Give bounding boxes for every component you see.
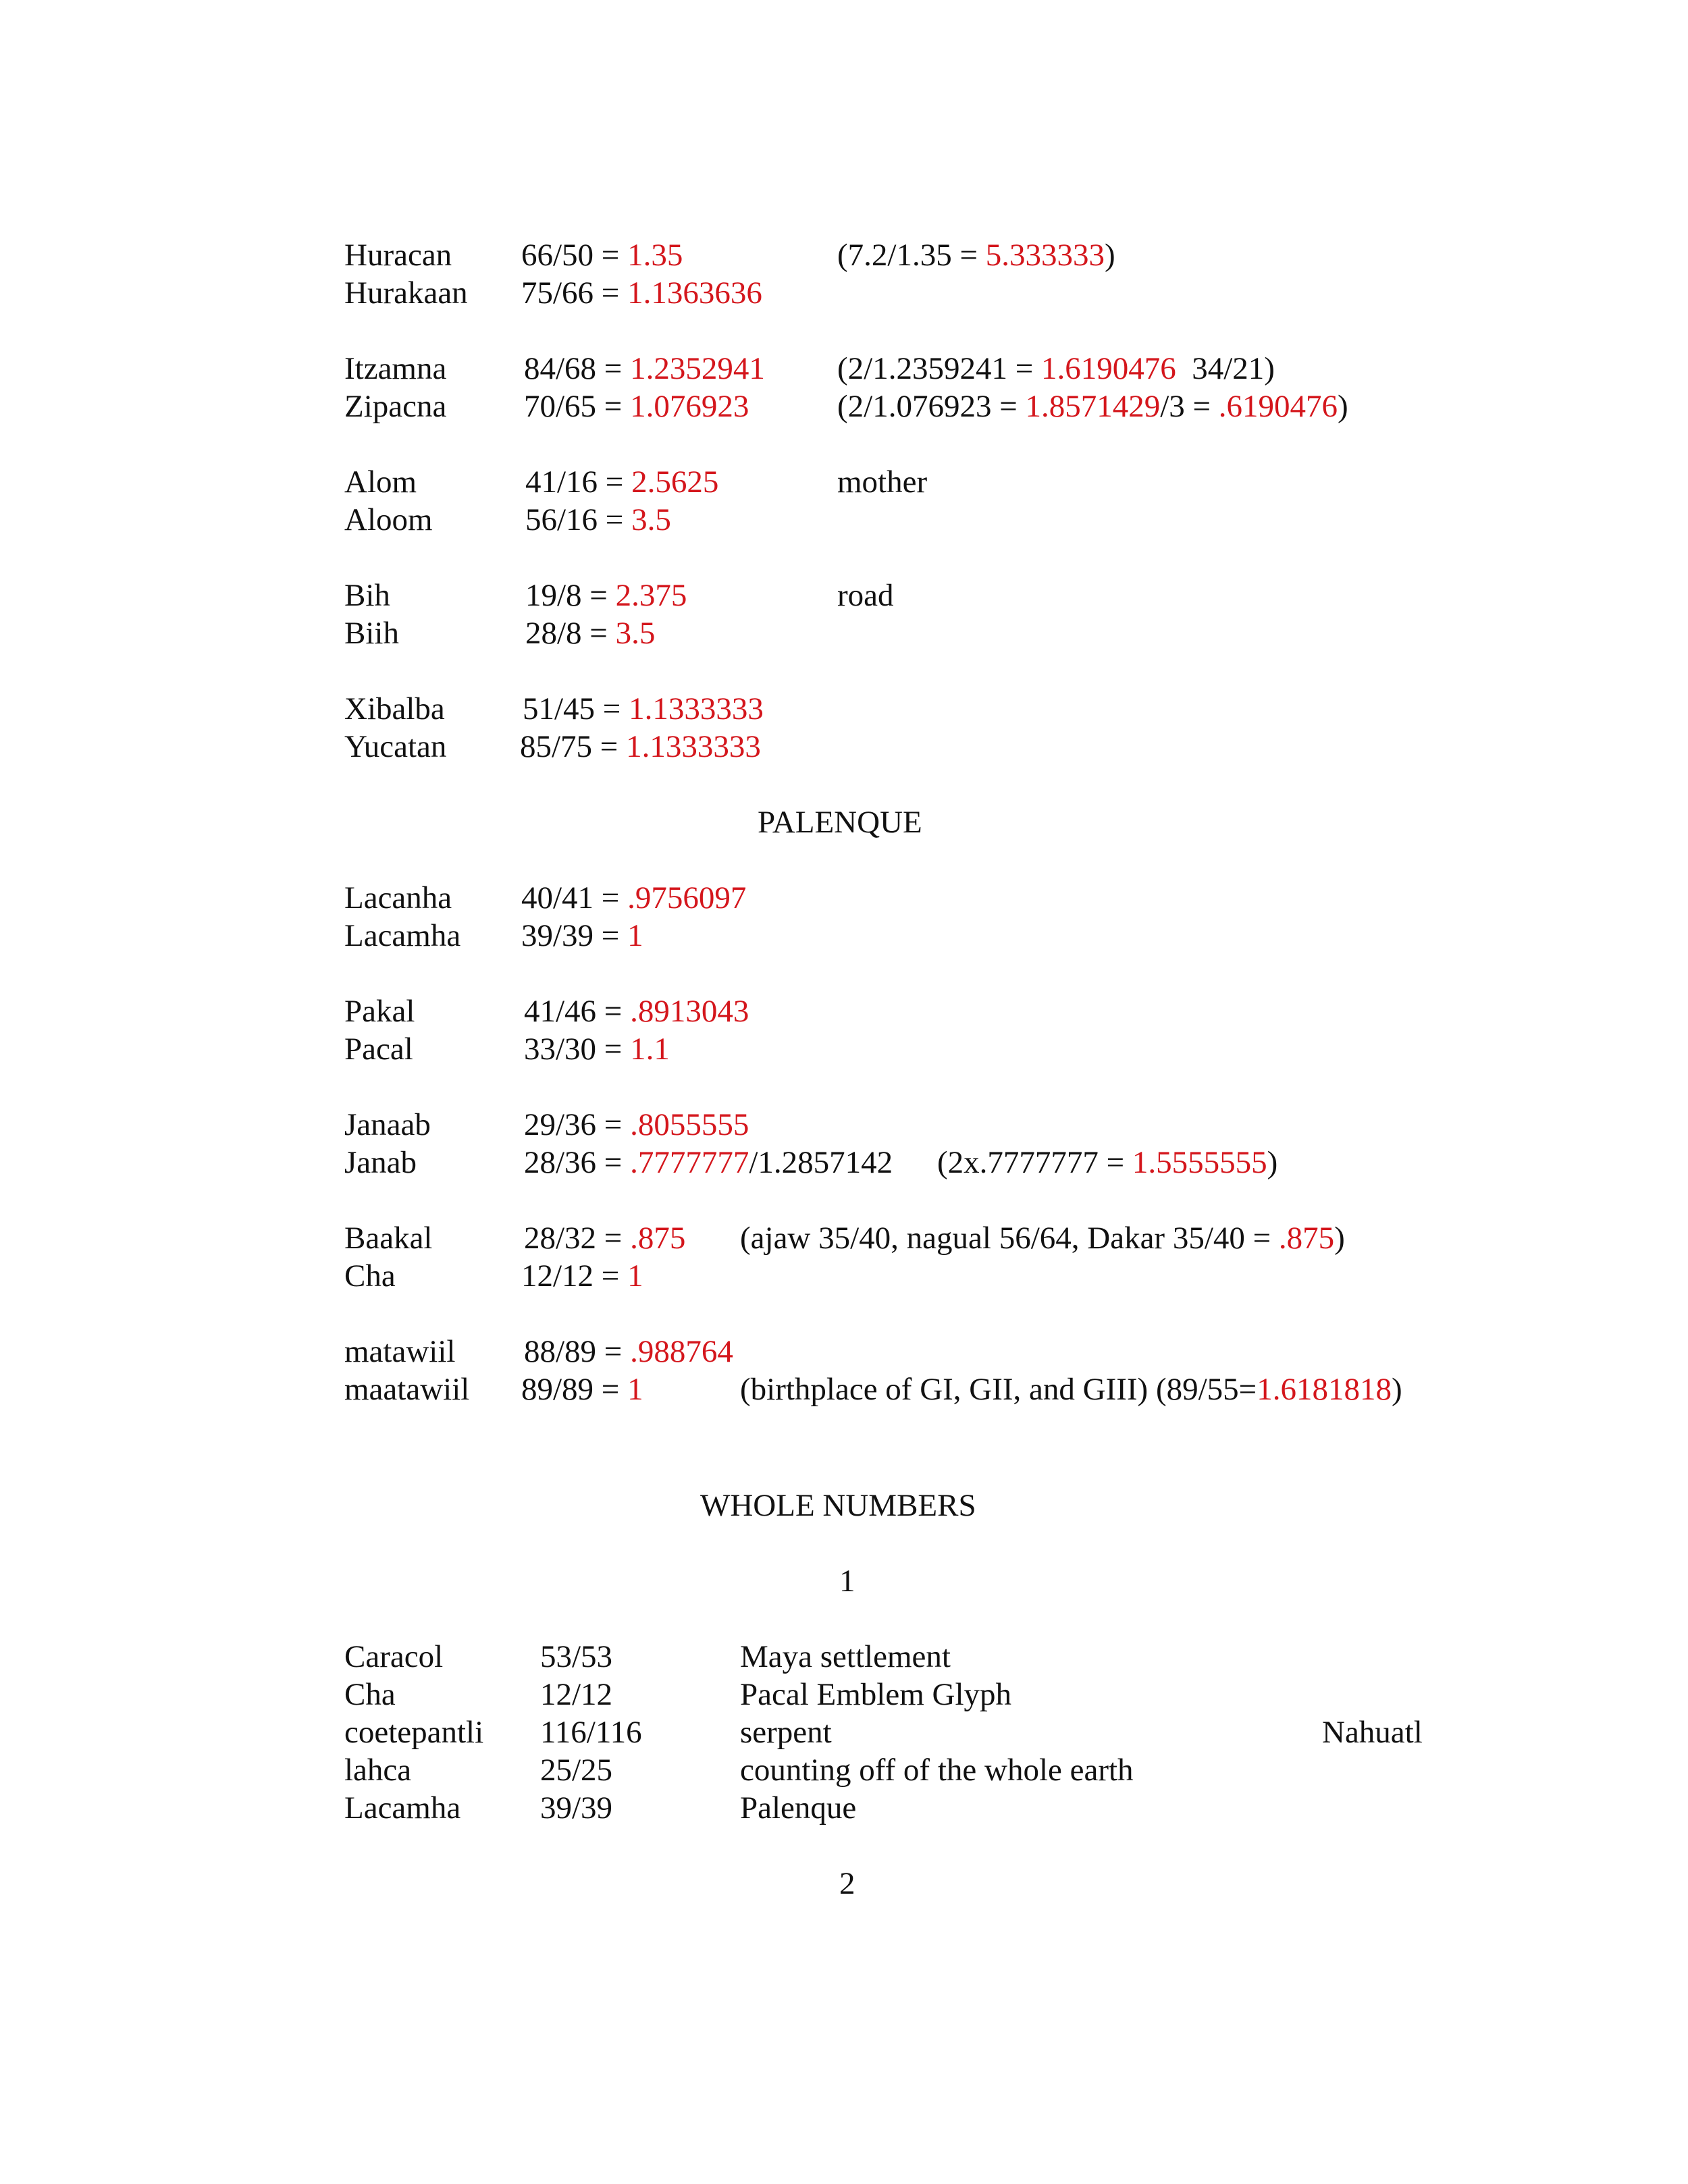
note-value: .6190476 [1218, 389, 1338, 424]
word-cell: lahca [344, 1753, 412, 1788]
ratio-expression [524, 1333, 733, 1370]
term-name: Aloom [344, 502, 433, 537]
ratio-fraction: 56/16 = [525, 502, 632, 537]
term-name: Itzamna [344, 351, 447, 386]
fraction-cell: 116/116 [540, 1715, 642, 1750]
ratio-suffix: /1.2857142 [749, 1145, 925, 1180]
ratio-fraction: 40/41 = [521, 880, 628, 915]
term-name: Hurakaan [344, 275, 468, 311]
ratio-fraction: 70/65 = [524, 389, 631, 424]
term-name: Janab [344, 1145, 417, 1180]
ratio-fraction: 84/68 = [524, 351, 631, 386]
ratio-value: .8055555 [630, 1107, 749, 1142]
ratio-value: 3.5 [615, 616, 656, 651]
ratio-note [740, 1370, 1402, 1408]
ratio-expression [525, 577, 687, 614]
note-text: road [837, 578, 894, 613]
ratio-expression [524, 1030, 670, 1068]
ratio-note [837, 350, 1275, 388]
ratio-expression [524, 1106, 749, 1144]
note-text: (ajaw 35/40, nagual 56/64, Dakar 35/40 = [740, 1221, 1279, 1256]
heading-palenque: PALENQUE [758, 805, 922, 840]
note-text: ) [1338, 389, 1348, 424]
ratio-value: .8913043 [630, 994, 749, 1029]
term-name: Pacal [344, 1032, 413, 1067]
ratio-note [837, 577, 894, 614]
ratio-fraction: 28/36 = [524, 1145, 631, 1180]
ratio-value: .9756097 [627, 880, 747, 915]
ratio-expression [525, 501, 671, 539]
ratio-value: .7777777 [630, 1145, 749, 1180]
term-name: Yucatan [344, 729, 447, 764]
ratio-value: 1.1333333 [626, 729, 761, 764]
meaning-cell: counting off of the whole earth [740, 1753, 1134, 1788]
term-name: Lacamha [344, 918, 461, 953]
note-text: (2/1.2359241 = [837, 351, 1041, 386]
ratio-value: 1.1333333 [629, 691, 764, 726]
ratio-expression [521, 1257, 643, 1295]
ratio-value: 1.076923 [630, 389, 749, 424]
ratio-fraction: 19/8 = [525, 578, 616, 613]
term-name: Pakal [344, 994, 415, 1029]
ratio-note [740, 1219, 1345, 1257]
ratio-expression [523, 690, 764, 728]
ratio-fraction: 88/89 = [524, 1334, 631, 1369]
term-name: Bih [344, 578, 390, 613]
note-value: 5.333333 [985, 238, 1105, 273]
term-name: maatawiil [344, 1372, 470, 1407]
note-text: mother [837, 464, 928, 500]
note-text: ) [1267, 1145, 1278, 1180]
note-value: 1.5555555 [1132, 1145, 1267, 1180]
note-value: 1.6181818 [1257, 1372, 1392, 1407]
ratio-fraction: 75/66 = [521, 275, 628, 311]
term-name: Alom [344, 464, 417, 500]
term-name: Cha [344, 1258, 396, 1294]
ratio-value: 1 [627, 1372, 643, 1407]
group-label-one: 1 [839, 1564, 855, 1599]
ratio-fraction: 66/50 = [521, 238, 628, 273]
ratio-note [837, 463, 927, 501]
group-label-two: 2 [839, 1866, 855, 1901]
ratio-expression [521, 236, 683, 274]
ratio-value: 2.375 [615, 578, 687, 613]
meaning-cell: Pacal Emblem Glyph [740, 1677, 1012, 1712]
ratio-expression [521, 274, 762, 312]
ratio-expression [521, 917, 643, 955]
term-name: Xibalba [344, 691, 445, 726]
ratio-note [837, 236, 1115, 274]
ratio-fraction: 33/30 = [524, 1032, 631, 1067]
note-value: .875 [1278, 1221, 1335, 1256]
word-cell: Caracol [344, 1639, 444, 1674]
fraction-cell: 12/12 [540, 1677, 613, 1712]
ratio-value: 1 [627, 1258, 643, 1294]
ratio-value: 1.1 [630, 1032, 670, 1067]
ratio-value: 1 [627, 918, 643, 953]
ratio-expression [524, 1219, 685, 1257]
term-name: Baakal [344, 1221, 433, 1256]
fraction-cell: 53/53 [540, 1639, 613, 1674]
ratio-value: 3.5 [631, 502, 671, 537]
ratio-fraction: 28/8 = [525, 616, 616, 651]
note-text: (2/1.076923 = [837, 389, 1026, 424]
ratio-fraction: 29/36 = [524, 1107, 631, 1142]
term-name: Huracan [344, 238, 452, 273]
word-cell: coetepantli [344, 1715, 484, 1750]
ratio-value: 1.2352941 [630, 351, 765, 386]
term-name: Zipacna [344, 389, 447, 424]
ratio-value: 2.5625 [631, 464, 719, 500]
ratio-expression [524, 350, 765, 388]
note-text: (7.2/1.35 = [837, 238, 986, 273]
ratio-fraction: 85/75 = [520, 729, 627, 764]
word-cell: Lacamha [344, 1790, 461, 1826]
ratio-fraction: 28/32 = [524, 1221, 631, 1256]
note-text: ) [1391, 1372, 1402, 1407]
term-name: Biih [344, 616, 399, 651]
ratio-fraction: 41/46 = [524, 994, 631, 1029]
note-value: 1.8571429 [1025, 389, 1161, 424]
ratio-expression [525, 614, 655, 652]
ratio-fraction: 12/12 = [521, 1258, 628, 1294]
ratio-value: 1.1363636 [627, 275, 762, 311]
note-text: /3 = [1160, 389, 1219, 424]
ratio-fraction: 89/89 = [521, 1372, 628, 1407]
meaning-cell: serpent [740, 1715, 832, 1750]
term-name: matawiil [344, 1334, 456, 1369]
term-name: Janaab [344, 1107, 431, 1142]
fraction-cell: 25/25 [540, 1753, 613, 1788]
ratio-expression [521, 879, 746, 917]
ratio-value: .875 [630, 1221, 686, 1256]
ratio-fraction: 51/45 = [523, 691, 629, 726]
language-cell: Nahuatl [1322, 1715, 1423, 1750]
ratio-expression [521, 1370, 643, 1408]
note-text: ) [1104, 238, 1115, 273]
meaning-cell: Palenque [740, 1790, 857, 1826]
ratio-fraction: 39/39 = [521, 918, 628, 953]
ratio-note [837, 388, 1348, 425]
ratio-value: 1.35 [627, 238, 683, 273]
note-value: 1.6190476 [1040, 351, 1176, 386]
heading-whole-numbers: WHOLE NUMBERS [700, 1488, 976, 1523]
ratio-note [937, 1144, 1277, 1181]
ratio-fraction: 41/16 = [525, 464, 632, 500]
ratio-expression [524, 1144, 924, 1181]
note-text: 34/21) [1176, 351, 1275, 386]
note-text: (2x.7777777 = [937, 1145, 1132, 1180]
meaning-cell: Maya settlement [740, 1639, 951, 1674]
ratio-expression [524, 388, 749, 425]
ratio-expression [524, 992, 749, 1030]
ratio-value: .988764 [630, 1334, 733, 1369]
note-text: ) [1334, 1221, 1345, 1256]
ratio-expression [520, 728, 761, 766]
term-name: Lacanha [344, 880, 452, 915]
ratio-expression [525, 463, 718, 501]
note-text: (birthplace of GI, GII, and GIII) (89/55= [740, 1372, 1257, 1407]
fraction-cell: 39/39 [540, 1790, 613, 1826]
word-cell: Cha [344, 1677, 396, 1712]
